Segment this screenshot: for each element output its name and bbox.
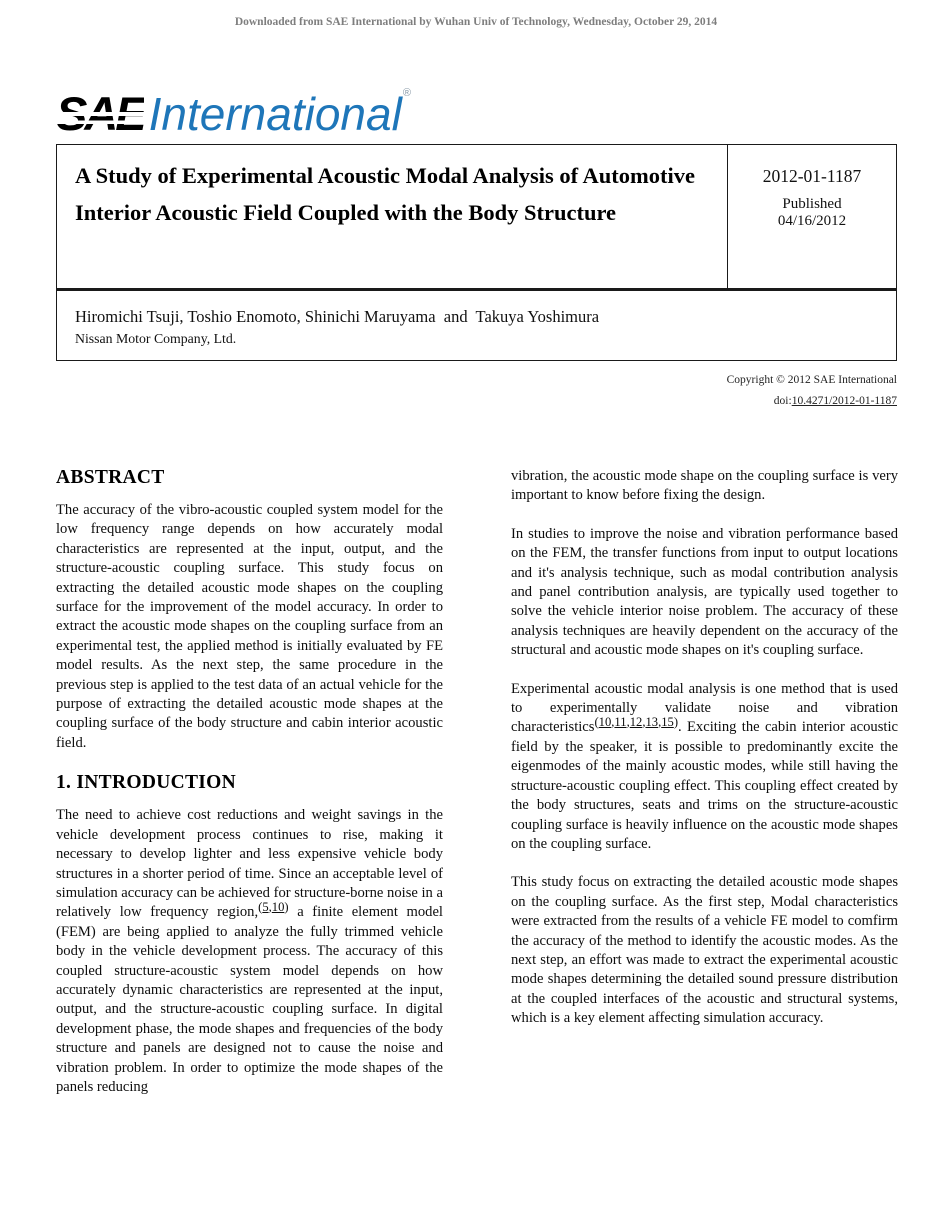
introduction-paragraph-1 [56, 806, 443, 1097]
introduction-paragraph-3: In studies to improve the noise and vibration performance based on the FEM, the transfer functions from input to output locations and it's analysis technique, such as modal contribution analysis and panel contribution analysis, are typically used together to solve the vehicle interior noise problem. The accuracy of these analysis techniques are heavily dependent on the accuracy of the structural and acoustic mode shapes on it's coupling surface. [511, 525, 898, 659]
sae-logo-icon: SAE [56, 87, 144, 140]
title-row [57, 145, 896, 289]
left-column [56, 467, 443, 1116]
introduction-heading: 1. INTRODUCTION [56, 772, 237, 794]
introduction-paragraph-4 [511, 680, 898, 855]
introduction-paragraph-5: This study focus on extracting the detailed acoustic mode shapes on the coupling surface. As the first step, Modal characteristics were extracted from the results of a vehicle FE model to comfirm the accuracy of the method to identify the acoustic modes. As the next step, an effort was made to extract the experimental acoustic mode shapes determining the detailed sound pressure distribution at the coupled interfaces of the acoustic and structural systems, which is a key element affecting simulation accuracy. [511, 874, 898, 1027]
published-date: 04/16/2012 [777, 213, 847, 229]
citation-refs-5-10[interactable]: (5,10) [258, 900, 289, 915]
authors-section [57, 289, 896, 360]
registered-trademark-icon: ® [402, 87, 411, 99]
introduction-paragraph-2: vibration, the acoustic mode shape on the coupling surface is very important to know before fixing the design. [511, 468, 898, 504]
sae-international-logo [56, 87, 952, 140]
paper-title: A Study of Experimental Acoustic Modal Analysis of Automotive Interior Acoustic Field Coupled with the Body Structure [75, 163, 696, 225]
published-label: Published [782, 196, 842, 212]
doi-line [0, 395, 897, 407]
introduction-paragraph-1-pre: The need to achieve cost reductions and weight savings in the vehicle development process continues to rise, making it necessary to develop lighter and less expensive vehicle body structures in a shorter period of time. Since an acceptable level of simulation accuracy can be achieved for structure-borne noise in a relatively low frequency region, [56, 807, 443, 921]
title-box [56, 144, 897, 361]
introduction-paragraph-1-post: a finite element model (FEM) are being applied to analyze the fully trimmed vehicle body in the vehicle development process. The accuracy of this coupled structure-acoustic system model depends on how accurately dynamic characteristics are represented at the input, output, and the structure-acoustic coupling surface. In digital development phase, the mode shapes and frequencies of the body structure and panels are designed not to cause the noise and vibration problem. In order to optimize the mode shapes of the panels reducing [56, 904, 443, 1095]
doi-link[interactable]: 10.4271/2012-01-1187 [791, 395, 897, 407]
right-column [511, 467, 898, 1116]
download-banner: Downloaded from SAE International by Wuhan Univ of Technology, Wednesday, October 29, 2014 [234, 16, 718, 28]
body-columns [56, 467, 952, 1116]
doi-label: doi: [773, 395, 792, 407]
abstract-paragraph: The accuracy of the vibro-acoustic coupled system model for the low frequency range depends on how accurately modal characteristics are represented at the input, output, and the structure-acoustic coupling surface. This study focus on extracting the detailed acoustic mode shapes on the coupling surface for the improvement of the model accuracy. In order to extract the acoustic mode shapes on the coupling surface from an experimental test, the applied method is initially evaluated by FE model results. As the next step, the same procedure in the previous step is applied to the test data of an actual vehicle for the purpose of extracting the detailed acoustic mode shapes at the coupling surface of the body structure and cabin interior acoustic field. [56, 502, 443, 751]
international-logo-text: International [148, 88, 402, 140]
paper-number-cell [727, 145, 896, 288]
introduction-paragraph-4-post: . Exciting the cabin interior acoustic field by the speaker, it is possible to predominantly excite the eigenmodes of the mainly acoustic modes, while still having the structure-acoustic coupling effect. This coupling effect created by the body structures, seats and trims on the structure-acoustic coupling surface is heavily influence on the acoustic mode shapes on the coupling surface. [511, 719, 898, 852]
copyright-block [0, 374, 897, 407]
copyright-line: Copyright © 2012 SAE International [726, 374, 897, 386]
citation-refs-10-15[interactable]: (10,11,12,13,15) [594, 715, 679, 730]
abstract-heading: ABSTRACT [56, 467, 165, 488]
authors-affiliation: Nissan Motor Company, Ltd. [75, 331, 237, 346]
authors-names: Hiromichi Tsuji, Toshio Enomoto, Shinichi Maruyama and Takuya Yoshimura [75, 307, 600, 326]
introduction-paragraph-4-pre: Experimental acoustic modal analysis is one method that is used to experimentally validate noise and vibration characteristics [511, 680, 898, 736]
paper-number: 2012-01-1187 [762, 166, 862, 186]
